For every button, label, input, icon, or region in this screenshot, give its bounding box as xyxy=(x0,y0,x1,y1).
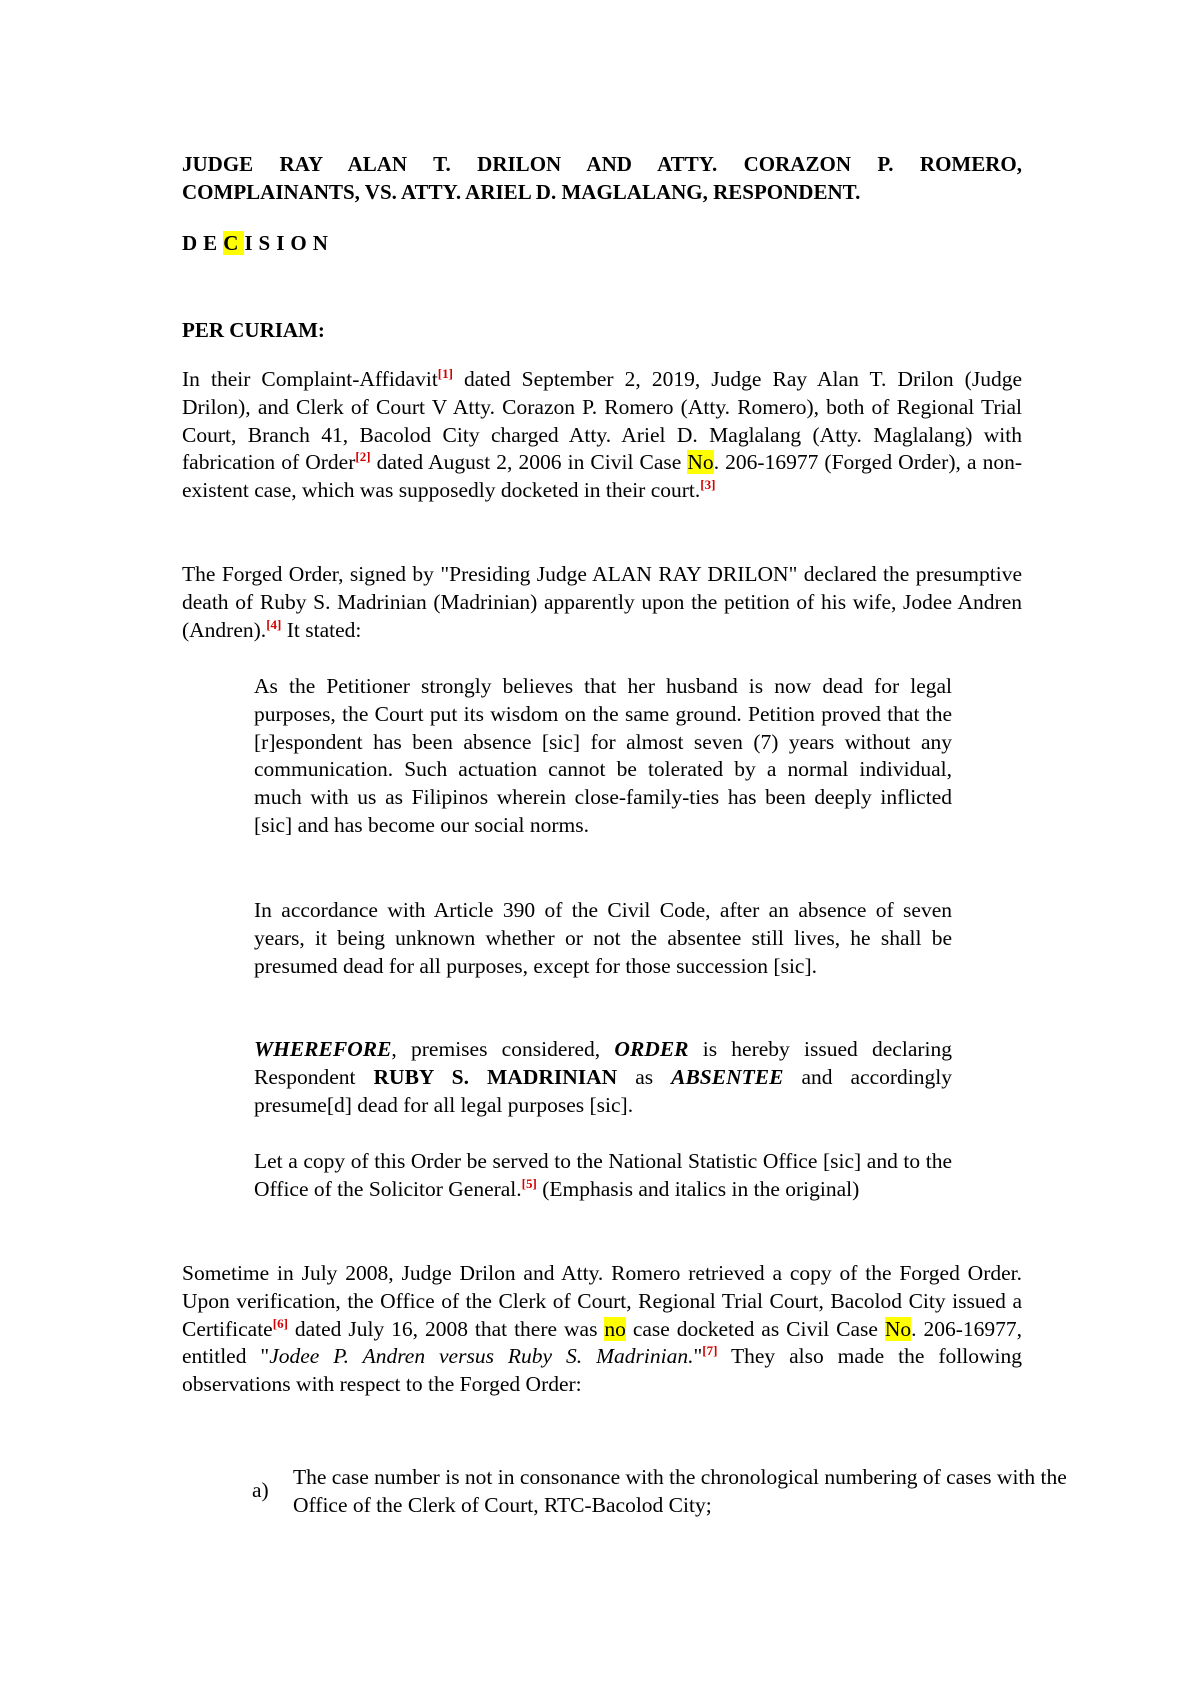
paragraph-3-text: case docketed as Civil Case xyxy=(625,1316,885,1341)
paragraph-3-text: dated July 16, 2008 that there was xyxy=(287,1316,605,1341)
footnote-ref-1[interactable]: [1] xyxy=(437,366,453,381)
order-text: ORDER xyxy=(614,1037,689,1061)
respondent-name: RUBY S. MADRINIAN xyxy=(373,1064,618,1089)
case-title xyxy=(182,150,1022,206)
paragraph-2 xyxy=(182,561,1022,644)
quote-paragraph-2: In accordance with Article 390 of the Civil Code, after an absence of seven years, it being unknown whether or not the absentee still lives, he shall be presumed dead for all purposes, except for those succession [sic]. xyxy=(254,898,952,978)
case-title-line-1: JUDGE RAY ALAN T. DRILON AND ATTY. CORAZON P. ROMERO, xyxy=(182,152,1022,176)
decision-heading xyxy=(182,231,334,256)
paragraph-3 xyxy=(182,1260,1022,1399)
decision-heading-part-1: DE xyxy=(182,231,224,255)
quote-3-text: is hereby issued declaring Respondent xyxy=(254,1037,952,1089)
quote-4-text: (Emphasis and italics in the original) xyxy=(536,1176,860,1201)
decision-heading-highlight: C xyxy=(223,231,245,255)
paragraph-1 xyxy=(182,366,1022,505)
paragraph-3-text: . 206-16977, entitled " xyxy=(182,1316,1022,1369)
paragraph-1-text: dated August 2, 2006 in Civil Case xyxy=(370,450,688,475)
paragraph-1-text: . 206-16977 (Forged Order), a non-existent case, which was supposedly docketed in their court. xyxy=(182,450,1022,503)
quote-paragraph-4 xyxy=(254,1148,952,1204)
quote-4-text: Let a copy of this Order be served to the National Statistic Office [sic] and to the Office of the Solicitor General. xyxy=(254,1149,952,1201)
paragraph-3-text: " xyxy=(693,1344,703,1369)
quote-3-text: and accordingly presume[d] dead for all legal purposes [sic]. xyxy=(254,1064,952,1117)
footnote-ref-4[interactable]: [4] xyxy=(266,616,282,632)
case-name: Jodee P. Andren versus Ruby S. Madrinian. xyxy=(269,1344,694,1369)
paragraph-2-text: The Forged Order, signed by "Presiding Judge ALAN RAY DRILON" declared the presumptive death of Ruby S. Madrinian (Madrinian) apparently upon the petition of his wife, Jodee Andren (Andren). xyxy=(182,562,1022,642)
quote-3-text: as xyxy=(617,1064,672,1089)
paragraph-2-text: It stated: xyxy=(281,617,362,642)
quote-paragraph-3 xyxy=(254,1036,952,1119)
paragraph-1-text: In their Complaint-Affidavit xyxy=(182,367,438,391)
footnote-ref-7[interactable]: [7] xyxy=(702,1343,718,1359)
quote-paragraph-1: As the Petitioner strongly believes that her husband is now dead for legal purposes, the Court put its wisdom on the same ground. Petition proved that the [r]espondent has been absence [sic] for almost seven (7) years without any communication. Such actuation cannot be tolerated by a normal individual, much with us as Filipinos wherein close-family-ties has been deeply inflicted [sic] and has become our social norms. xyxy=(254,674,952,837)
footnote-ref-6[interactable]: [6] xyxy=(272,1315,288,1331)
highlighted-word: no xyxy=(604,1316,626,1341)
case-title-line-2: COMPLAINANTS, VS. ATTY. ARIEL D. MAGLALANG, RESPONDENT. xyxy=(182,180,861,204)
paragraph-3-text: They also made the following observations with respect to the Forged Order: xyxy=(182,1344,1022,1397)
list-item-text: The case number is not in consonance with the chronological numbering of cases with the Office of the Clerk of Court, RTC-Bacolod City; xyxy=(293,1465,1067,1517)
paragraph-3-text: Sometime in July 2008, Judge Drilon and Atty. Romero retrieved a copy of the Forged Order. Upon verification, the Office of the Clerk of Court, Regional Trial Court, Bacolod City issued a Certificate xyxy=(182,1261,1022,1341)
paragraph-1-text: dated September 2, 2019, Judge Ray Alan T. Drilon (Judge Drilon), and Clerk of Court V Atty. Corazon P. Romero (Atty. Romero), both of Regional Trial Court, Branch 41, Bacolod City charged Atty. Ariel D. Maglalang (Atty. Maglalang) with fabrication of Order xyxy=(182,367,1022,475)
highlighted-word: No xyxy=(884,1316,912,1341)
decision-heading-part-2: ISION xyxy=(244,231,334,255)
per-curiam-heading: PER CURIAM: xyxy=(182,318,325,342)
wherefore-text: WHEREFORE xyxy=(254,1037,392,1061)
quote-3-text: , premises considered, xyxy=(391,1037,615,1061)
footnote-ref-2[interactable]: [2] xyxy=(355,449,371,465)
list-item-marker: a) xyxy=(252,1478,269,1502)
footnote-ref-5[interactable]: [5] xyxy=(521,1175,537,1191)
footnote-ref-3[interactable]: [3] xyxy=(700,477,716,493)
absentee-text: ABSENTEE xyxy=(671,1064,784,1089)
highlighted-word: No xyxy=(687,450,714,475)
